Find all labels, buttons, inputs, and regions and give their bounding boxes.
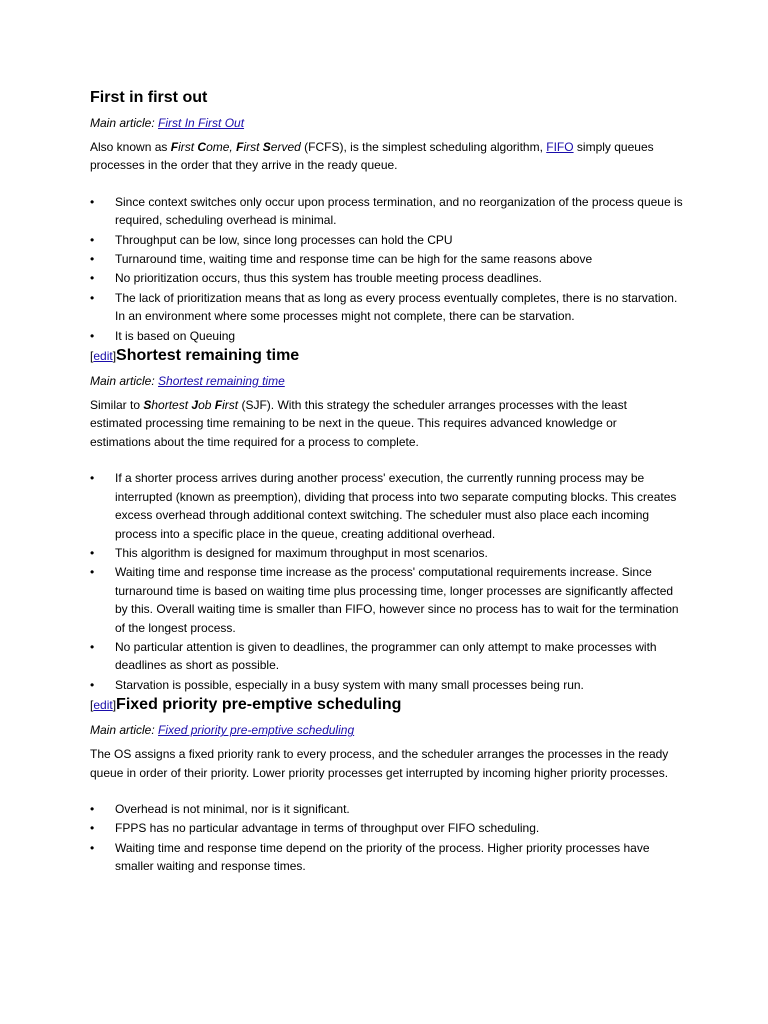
text-bold: C [197, 140, 207, 154]
bracket: ] [112, 349, 117, 364]
list-item [90, 676, 685, 694]
list-item [90, 839, 685, 876]
list-item-text: Waiting time and response time depend on the priority of the process. Higher priority processes have smaller waiting and response times. [115, 840, 650, 874]
list-item [90, 289, 685, 326]
edit-link[interactable]: edit [93, 698, 113, 713]
text-bold: S [262, 140, 271, 154]
text-italic: ome, [206, 140, 237, 154]
document-content [90, 88, 690, 877]
list-item [90, 327, 685, 345]
bullet-icon: • [90, 565, 95, 580]
fpps-paragraph: The OS assigns a fixed priority rank to every process, and the scheduler arranges the processes in the ready queue in order of their priority. Lower priority processes get interrupted by incoming higher priority processes. [90, 747, 669, 780]
text-bold: F [214, 398, 223, 413]
bracket: ] [112, 698, 117, 713]
list-item [90, 800, 685, 818]
text-italic: ob [198, 398, 215, 413]
edit-link-wrapper [90, 349, 116, 363]
bracket: [ [90, 349, 94, 364]
fcfs-paragraph [90, 138, 680, 175]
srt-bullet-list [90, 469, 690, 694]
list-item-text: This algorithm is designed for maximum throughput in most scenarios. [115, 545, 488, 560]
list-item-text: Overhead is not minimal, nor is it significant. [115, 801, 350, 816]
list-item-text: FPPS has no particular advantage in terms of throughput over FIFO scheduling. [115, 821, 540, 836]
list-item-text: No particular attention is given to deadlines, the programmer can only attempt to make processes with deadlines as short as possible. [115, 639, 657, 673]
list-item-text: It is based on Queuing [115, 328, 236, 343]
fifo-bullet-list [90, 193, 690, 345]
heading-text: Fixed priority pre-emptive scheduling [116, 696, 402, 714]
text: (FCFS), is the simplest scheduling algorithm, [300, 140, 547, 154]
text-italic: irst [222, 398, 239, 413]
list-item [90, 269, 685, 287]
list-item [90, 819, 685, 837]
list-item-text: If a shorter process arrives during another process' execution, the currently running process may be interrupted (known as preemption), dividing that process into two separate computing blocks. This creates excess overhead through additional context switching. The scheduler must also place each incoming process into a specific place in the queue, creating additional overhead. [115, 471, 677, 541]
text-italic: hortest [151, 398, 192, 413]
list-item [90, 638, 685, 675]
main-article-prefix: Main article: [90, 723, 159, 738]
heading-first-in-first-out: First in first out [90, 89, 208, 106]
edit-link[interactable]: edit [93, 349, 113, 364]
list-item [90, 193, 685, 230]
bullet-icon: • [90, 639, 95, 654]
bracket: [ [90, 698, 94, 713]
text: Also known as [90, 140, 171, 154]
heading-text: Shortest remaining time [116, 347, 300, 365]
text-italic: irst [243, 140, 263, 154]
fifo-link[interactable]: FIFO [546, 140, 574, 154]
list-item-text: Since context switches only occur upon process termination, and no reorganization of the process queue is required, scheduling overhead is minimal. [115, 194, 683, 228]
heading-fixed-priority [90, 695, 690, 715]
text-bold: S [143, 398, 152, 413]
text: simply queues processes in the order that they arrive in the ready queue. [90, 140, 654, 173]
list-item [90, 250, 685, 268]
main-article-prefix: Main article: [90, 116, 159, 130]
text: Similar to [90, 398, 144, 413]
list-item-text: The lack of prioritization means that as long as every process eventually completes, there is no starvation. In an environment where some processes might not complete, there can be starvation. [115, 290, 678, 324]
main-article-link-srt[interactable]: Shortest remaining time [158, 374, 285, 389]
main-article-link-fifo[interactable]: First In First Out [158, 116, 245, 130]
bullet-icon: • [90, 290, 95, 305]
fpps-bullet-list [90, 800, 690, 876]
main-article-note [90, 114, 690, 132]
bullet-icon: • [90, 801, 95, 816]
list-item [90, 563, 685, 637]
list-item-text: Throughput can be low, since long processes can hold the CPU [115, 232, 453, 247]
sjf-paragraph [90, 396, 680, 451]
list-item-text: Waiting time and response time increase as the process' computational requirements increase. Since turnaround time is based on waiting time plus processing time, longer processes are significantly affected by this. Overall waiting time is smaller than FIFO, however since no process has to wait for the termination of the longest process. [115, 565, 679, 635]
edit-link-wrapper [90, 698, 116, 712]
main-article-link-fpps[interactable]: Fixed priority pre-emptive scheduling [158, 723, 355, 738]
main-article-note [90, 721, 690, 739]
bullet-icon: • [90, 840, 95, 855]
bullet-icon: • [90, 821, 95, 836]
text-bold: F [236, 140, 244, 154]
main-article-note [90, 372, 690, 390]
text-italic: irst [178, 140, 198, 154]
list-item-text: Turnaround time, waiting time and response time can be high for the same reasons above [115, 252, 593, 267]
list-item [90, 469, 685, 543]
bullet-icon: • [90, 232, 95, 247]
text-italic: erved [270, 140, 301, 154]
bullet-icon: • [90, 252, 95, 267]
text: (SJF). With this strategy the scheduler arranges processes with the least estimated processing time remaining to be next in the queue. This requires advanced knowledge or estimations about the time required for a process to complete. [90, 398, 627, 449]
text-bold: F [170, 140, 179, 154]
text-bold: J [191, 398, 199, 413]
bullet-icon: • [90, 194, 95, 209]
list-item-text: No prioritization occurs, thus this system has trouble meeting process deadlines. [115, 271, 542, 286]
bullet-icon: • [90, 471, 95, 486]
list-item [90, 544, 685, 562]
heading-shortest-remaining-time [90, 346, 690, 366]
bullet-icon: • [90, 328, 95, 343]
bullet-icon: • [90, 545, 95, 560]
list-item [90, 231, 685, 249]
main-article-prefix: Main article: [90, 374, 159, 389]
bullet-icon: • [90, 271, 95, 286]
list-item-text: Starvation is possible, especially in a busy system with many small processes being run. [115, 677, 584, 692]
bullet-icon: • [90, 677, 95, 692]
